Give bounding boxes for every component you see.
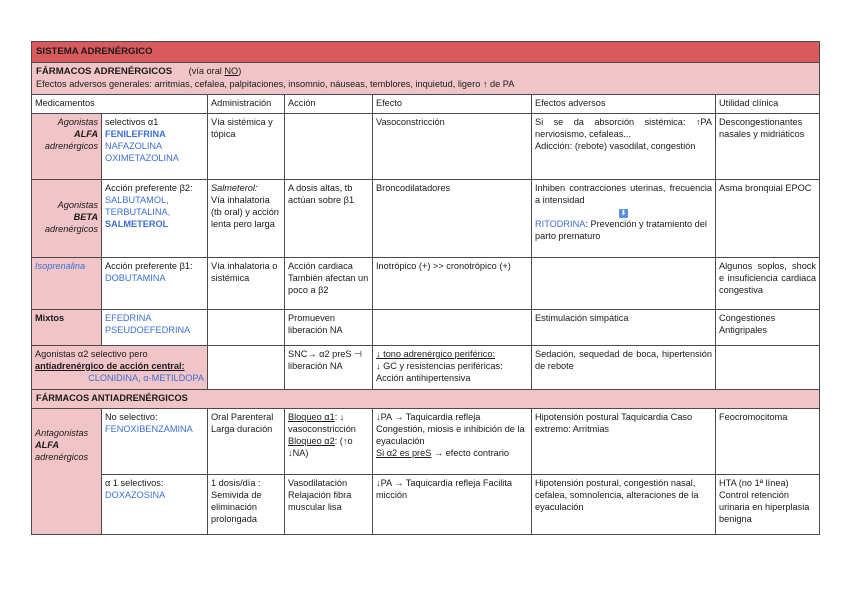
- category-cell: Antagonistas ALFA adrenérgicos: [32, 408, 102, 534]
- utility-cell: Feocromocitoma: [716, 408, 820, 474]
- col-adverse: Efectos adversos: [532, 94, 716, 113]
- admin-cell: Salmeterol: Vía inhalatoria (tb oral) y acción lenta pero larga: [208, 179, 285, 257]
- adverse-cell: Hipotensión postural Taquicardia Caso extremo: Arritmias: [532, 408, 716, 474]
- effect-cell: ↓PA → Taquicardia refleja Facilita micción: [373, 474, 532, 534]
- admin-cell: [208, 309, 285, 345]
- action-cell: Promueven liberación NA: [285, 309, 373, 345]
- drugs-cell: No selectivo: FENOXIBENZAMINA: [102, 408, 208, 474]
- action-cell: SNC→ α2 preS ⊣ liberación NA: [285, 345, 373, 389]
- admin-cell: Vía inhalatoria o sistémica: [208, 257, 285, 309]
- effect-cell: ↓PA → Taquicardia refleja Congestión, miosis e inhibición de la eyaculación Si α2 es preS → efecto contrario: [373, 408, 532, 474]
- drugs-cell: α 1 selectivos: DOXAZOSINA: [102, 474, 208, 534]
- action-cell: Acción cardiaca También afectan un poco a β2: [285, 257, 373, 309]
- subsection-header: [32, 63, 820, 94]
- drugs-cell: selectivos α1 FENILEFRINA NAFAZOLINA OXIMETAZOLINA: [102, 113, 208, 179]
- category-cell: Agonistas BETA adrenérgicos: [32, 179, 102, 257]
- action-cell: Vasodilatación Relajación fibra muscular lisa: [285, 474, 373, 534]
- adrenergic-table: [31, 41, 820, 535]
- category-cell: Agonistas ALFA adrenérgicos: [32, 113, 102, 179]
- action-cell: A dosis altas, tb actúan sobre β1: [285, 179, 373, 257]
- antagonists-header: FÁRMACOS ANTIADRENÉRGICOS: [32, 389, 820, 408]
- table-row: [32, 179, 820, 257]
- utility-cell: [716, 345, 820, 389]
- effect-cell: ↓ tono adrenérgico periférico: ↓ GC y resistencias periféricas: Acción antihipertensiva: [373, 345, 532, 389]
- table-row: [32, 474, 820, 534]
- effect-cell: Broncodilatadores: [373, 179, 532, 257]
- subsection-title: FÁRMACOS ADRENÉRGICOS: [36, 66, 173, 78]
- category-cell: Isoprenalina: [32, 257, 102, 309]
- column-header-row: [32, 94, 820, 113]
- col-utility: Utilidad clínica: [716, 94, 820, 113]
- admin-cell: Oral Parenteral Larga duración: [208, 408, 285, 474]
- action-cell: Bloqueo α1: ↓ vasoconstricción Bloqueo α2: (↑o ↓NA): [285, 408, 373, 474]
- admin-cell: 1 dosis/día : Semivida de eliminación prolongada: [208, 474, 285, 534]
- adverse-cell: Inhiben contracciones uterinas, frecuencia a intensidad ⬇ RITODRINA: Prevención y tratamiento del parto prematuro: [532, 179, 716, 257]
- utility-cell: Algunos soplos, shock e insuficiencia cardiaca congestiva: [716, 257, 820, 309]
- col-effect: Efecto: [373, 94, 532, 113]
- drugs-cell: Acción preferente β1: DOBUTAMINA: [102, 257, 208, 309]
- category-cell: Mixtos: [32, 309, 102, 345]
- admin-cell: [208, 345, 285, 389]
- route-note: (vía oral NO): [188, 66, 242, 77]
- drugs-cell: Agonistas α2 selectivo pero antiadrenérgico de acción central: CLONIDINA, α-METILDOPA: [32, 345, 208, 389]
- drugs-cell: Acción preferente β2: SALBUTAMOL, TERBUTALINA, SALMETEROL: [102, 179, 208, 257]
- effect-cell: Inotrópico (+) >> cronotrópico (+): [373, 257, 532, 309]
- col-action: Acción: [285, 94, 373, 113]
- table-row: [32, 345, 820, 389]
- utility-cell: HTA (no 1ª línea) Control retención urinaria en hiperplasia benigna: [716, 474, 820, 534]
- utility-cell: Asma bronquial EPOC: [716, 179, 820, 257]
- adverse-cell: [532, 257, 716, 309]
- col-drugs: Medicamentos: [32, 94, 208, 113]
- col-admin: Administración: [208, 94, 285, 113]
- effect-cell: Vasoconstricción: [373, 113, 532, 179]
- adverse-cell: Sedación, sequedad de boca, hipertensión de rebote: [532, 345, 716, 389]
- adverse-cell: Hipotensión postural, congestión nasal, cefalea, somnolencia, alteraciones de la eyaculación: [532, 474, 716, 534]
- general-effects: Efectos adversos generales: arritmias, cefalea, palpitaciones, insomnio, náuseas, temblores, inquietud, ligero ↑ de PA: [36, 78, 515, 89]
- section-title: SISTEMA ADRENÉRGICO: [32, 42, 820, 63]
- table-row: [32, 309, 820, 345]
- drugs-cell: EFEDRINA PSEUDOEFEDRINA: [102, 309, 208, 345]
- action-cell: [285, 113, 373, 179]
- table-row: [32, 257, 820, 309]
- utility-cell: Congestiones Antigripales: [716, 309, 820, 345]
- table-row: [32, 113, 820, 179]
- utility-cell: Descongestionantes nasales y midriáticos: [716, 113, 820, 179]
- down-arrow-icon: ⬇: [620, 209, 627, 217]
- effect-cell: [373, 309, 532, 345]
- adverse-cell: Estimulación simpática: [532, 309, 716, 345]
- admin-cell: Vía sistémica y tópica: [208, 113, 285, 179]
- table-row: [32, 408, 820, 474]
- adverse-cell: Si se da absorción sistémica: ↑PA nerviosismo, cefaleas... Adicción: (rebote) vasodilat, congestión: [532, 113, 716, 179]
